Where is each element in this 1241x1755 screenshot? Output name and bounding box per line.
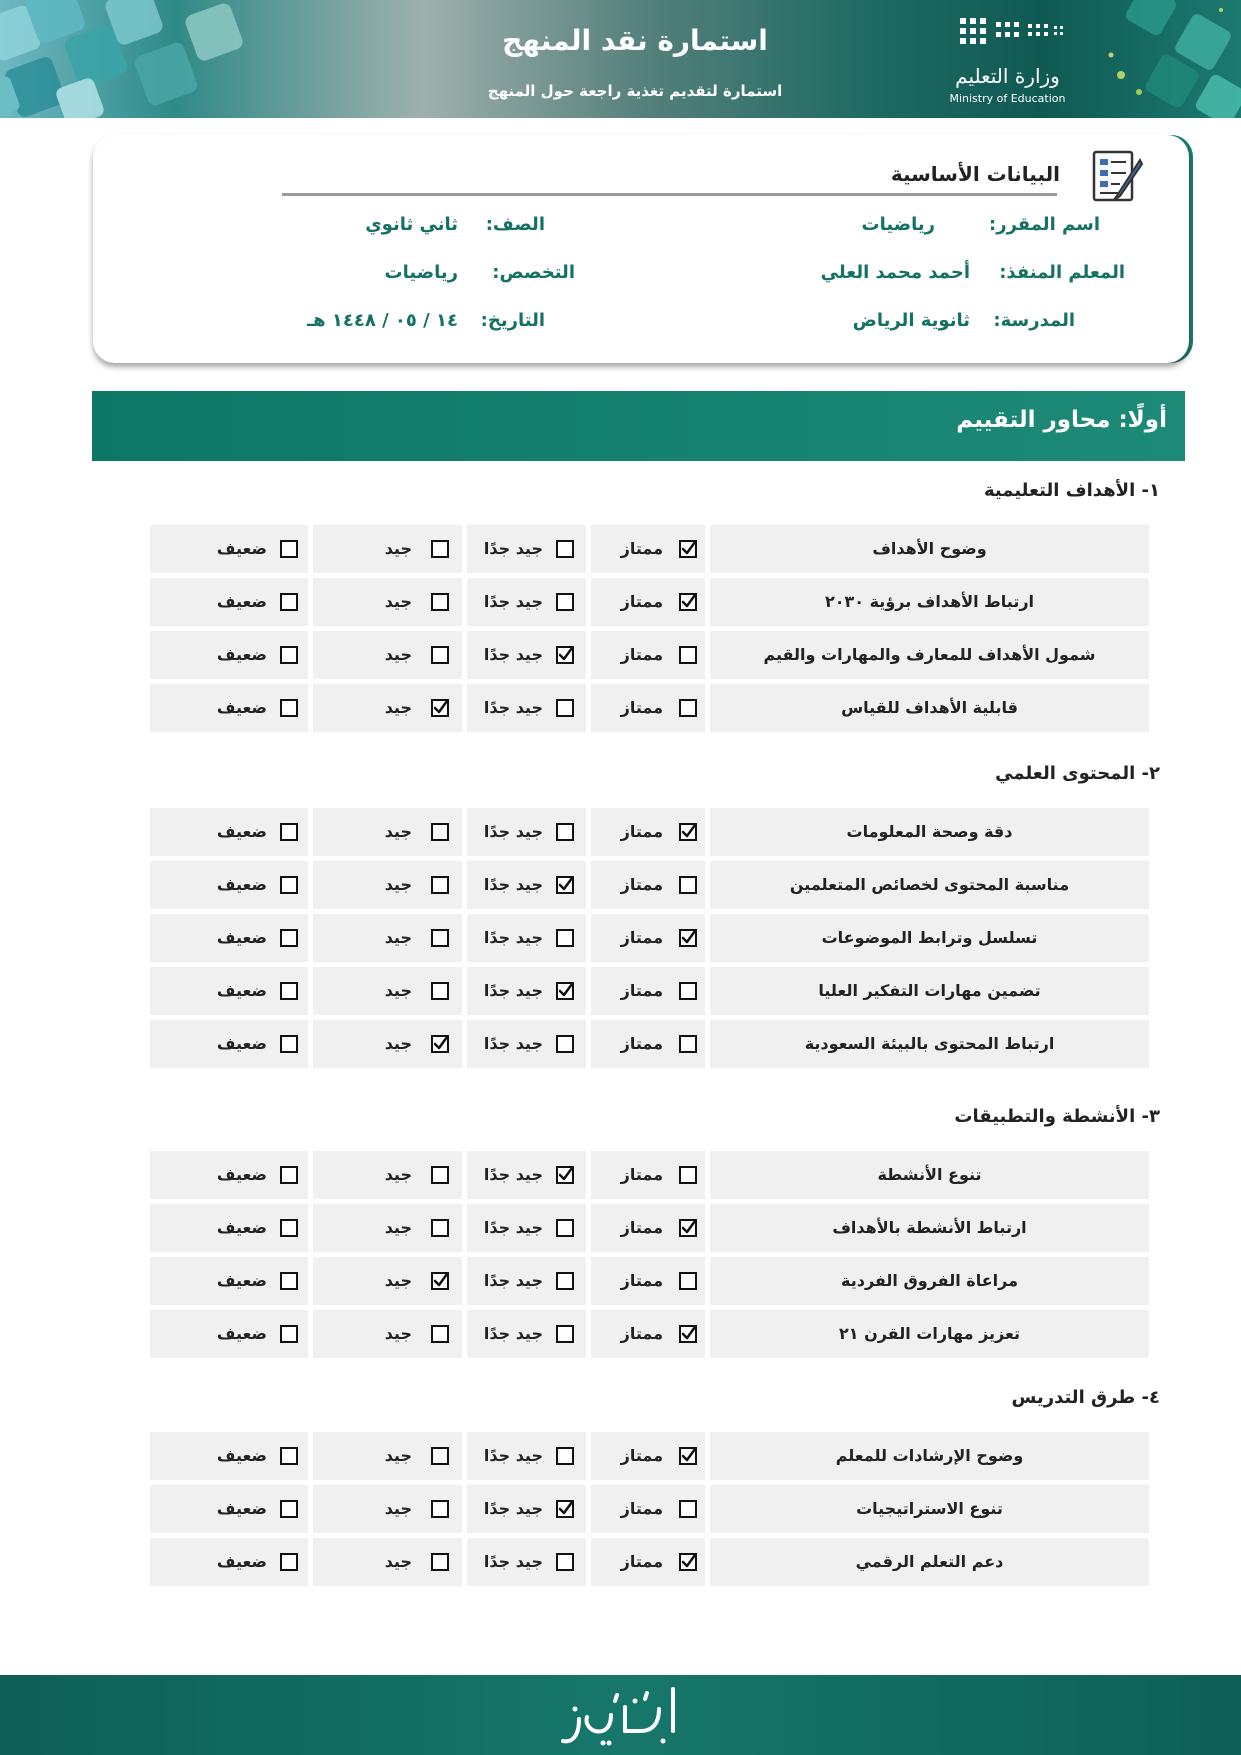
basic-info-divider (282, 193, 1057, 196)
unchecked-checkbox[interactable] (280, 593, 298, 611)
criterion-cell (710, 1310, 1149, 1358)
rating-label: ممتاز (620, 822, 663, 841)
evaluation-row (150, 525, 1149, 573)
criterion-text: تعزيز مهارات القرن ٢١ (838, 1324, 1021, 1343)
criterion-text: دعم التعلم الرقمي (855, 1552, 1004, 1571)
unchecked-checkbox[interactable] (280, 1325, 298, 1343)
rating-label: جيد جدًا (483, 1034, 543, 1053)
rating-label: جيد جدًا (483, 698, 543, 717)
checked-checkbox[interactable] (679, 1325, 697, 1343)
criterion-text: ارتباط الأهداف برؤية ٢٠٣٠ (824, 592, 1035, 611)
evaluation-row (150, 1257, 1149, 1305)
criterion-cell (710, 631, 1149, 679)
rating-label: جيد جدًا (483, 1446, 543, 1465)
criterion-cell (710, 861, 1149, 909)
unchecked-checkbox[interactable] (556, 929, 574, 947)
checked-checkbox[interactable] (556, 876, 574, 894)
criterion-cell (710, 1485, 1149, 1533)
rating-label: ضعيف (216, 1552, 267, 1571)
rating-label: جيد جدًا (483, 592, 543, 611)
group-title: ٣- الأنشطة والتطبيقات (954, 1106, 1160, 1127)
form-document-icon (1090, 148, 1146, 206)
evaluation-row (150, 914, 1149, 962)
unchecked-checkbox[interactable] (431, 1500, 449, 1518)
rating-label: ضعيف (216, 1218, 267, 1237)
rating-label: ممتاز (620, 1034, 663, 1053)
criterion-text: تضمين مهارات التفكير العليا (818, 981, 1041, 1000)
evaluation-row (150, 578, 1149, 626)
checked-checkbox[interactable] (679, 1447, 697, 1465)
unchecked-checkbox[interactable] (431, 646, 449, 664)
rating-label: ضعيف (216, 698, 267, 717)
specialty-label: التخصص: (492, 262, 575, 283)
checked-checkbox[interactable] (679, 1219, 697, 1237)
rating-label: جيد جدًا (483, 539, 543, 558)
rating-label: ممتاز (620, 1218, 663, 1237)
criterion-cell (710, 1204, 1149, 1252)
criterion-text: دقة وصحة المعلومات (846, 822, 1013, 841)
unchecked-checkbox[interactable] (556, 1035, 574, 1053)
rating-label: ممتاز (620, 698, 663, 717)
unchecked-checkbox[interactable] (280, 1272, 298, 1290)
rating-label: جيد (384, 1165, 412, 1184)
rating-label: جيد (384, 592, 412, 611)
rating-label: جيد جدًا (483, 1218, 543, 1237)
date-label: التاريخ: (480, 310, 545, 331)
criterion-text: مراعاة الفروق الفردية (841, 1271, 1018, 1290)
unchecked-checkbox[interactable] (556, 1325, 574, 1343)
rating-label: جيد (384, 1218, 412, 1237)
evaluation-section-bar (92, 391, 1185, 461)
unchecked-checkbox[interactable] (556, 593, 574, 611)
ministry-logo (940, 14, 1075, 109)
checked-checkbox[interactable] (679, 929, 697, 947)
rating-label: ضعيف (216, 1271, 267, 1290)
checked-checkbox[interactable] (679, 593, 697, 611)
grade-value: ثاني ثانوي (365, 214, 458, 235)
rating-label: ممتاز (620, 539, 663, 558)
rating-label: ضعيف (216, 1499, 267, 1518)
enjazi-logo (555, 1679, 685, 1751)
rating-label: ممتاز (620, 1271, 663, 1290)
unchecked-checkbox[interactable] (431, 823, 449, 841)
criterion-text: ارتباط المحتوى بالبيئة السعودية (804, 1034, 1055, 1053)
checked-checkbox[interactable] (431, 1272, 449, 1290)
unchecked-checkbox[interactable] (280, 929, 298, 947)
checked-checkbox[interactable] (431, 1035, 449, 1053)
group-title: ١- الأهداف التعليمية (984, 480, 1160, 501)
evaluation-row (150, 1485, 1149, 1533)
group-title: ٤- طرق التدريس (1011, 1387, 1160, 1408)
rating-label: جيد جدًا (483, 1271, 543, 1290)
criterion-cell (710, 914, 1149, 962)
rating-label: ضعيف (216, 645, 267, 664)
criterion-cell (710, 1257, 1149, 1305)
criterion-text: تنوع الأنشطة (877, 1165, 982, 1184)
unchecked-checkbox[interactable] (679, 646, 697, 664)
rating-label: جيد جدًا (483, 645, 543, 664)
school-value: ثانوية الرياض (852, 310, 970, 331)
unchecked-checkbox[interactable] (280, 876, 298, 894)
unchecked-checkbox[interactable] (679, 1272, 697, 1290)
rating-label: جيد (384, 1552, 412, 1571)
evaluation-section-title: أولًا: محاور التقييم (956, 407, 1167, 433)
form-subtitle: استمارة لتقديم تغذية راجعة حول المنهج (487, 82, 783, 100)
unchecked-checkbox[interactable] (280, 1219, 298, 1237)
unchecked-checkbox[interactable] (556, 823, 574, 841)
criterion-text: وضوح الأهداف (872, 539, 987, 558)
unchecked-checkbox[interactable] (280, 982, 298, 1000)
checked-checkbox[interactable] (431, 699, 449, 717)
unchecked-checkbox[interactable] (556, 699, 574, 717)
rating-label: جيد (384, 1034, 412, 1053)
checked-checkbox[interactable] (679, 1553, 697, 1571)
unchecked-checkbox[interactable] (431, 593, 449, 611)
evaluation-row (150, 684, 1149, 732)
school-label: المدرسة: (993, 310, 1075, 331)
checked-checkbox[interactable] (556, 1500, 574, 1518)
evaluation-row (150, 967, 1149, 1015)
rating-label: ممتاز (620, 1552, 663, 1571)
rating-label: ضعيف (216, 875, 267, 894)
course-value: رياضيات (861, 214, 935, 235)
checked-checkbox[interactable] (556, 646, 574, 664)
rating-label: جيد جدًا (483, 1552, 543, 1571)
rating-label: ضعيف (216, 1324, 267, 1343)
unchecked-checkbox[interactable] (280, 1035, 298, 1053)
unchecked-checkbox[interactable] (431, 1553, 449, 1571)
rating-label: جيد جدًا (483, 928, 543, 947)
rating-label: جيد جدًا (483, 875, 543, 894)
page-header (0, 0, 1241, 118)
rating-label: ممتاز (620, 981, 663, 1000)
rating-label: ممتاز (620, 645, 663, 664)
unchecked-checkbox[interactable] (679, 1500, 697, 1518)
unchecked-checkbox[interactable] (280, 1447, 298, 1465)
unchecked-checkbox[interactable] (431, 1166, 449, 1184)
evaluation-row (150, 1538, 1149, 1586)
unchecked-checkbox[interactable] (280, 1500, 298, 1518)
unchecked-checkbox[interactable] (679, 982, 697, 1000)
unchecked-checkbox[interactable] (431, 540, 449, 558)
basic-info-heading: البيانات الأساسية (890, 162, 1060, 186)
teacher-label: المعلم المنفذ: (999, 262, 1125, 283)
rating-label: جيد (384, 645, 412, 664)
evaluation-row (150, 631, 1149, 679)
rating-label: ممتاز (620, 1446, 663, 1465)
unchecked-checkbox[interactable] (679, 699, 697, 717)
rating-label: جيد (384, 822, 412, 841)
decorative-squares-right (1091, 0, 1241, 118)
rating-label: جيد (384, 875, 412, 894)
ministry-logo-dots-icon (950, 14, 1070, 54)
rating-label: جيد جدًا (483, 822, 543, 841)
criterion-text: مناسبة المحتوى لخصائص المتعلمين (789, 875, 1070, 894)
rating-label: ضعيف (216, 928, 267, 947)
evaluation-row (150, 1204, 1149, 1252)
grade-label: الصف: (485, 214, 545, 235)
rating-label: جيد (384, 1446, 412, 1465)
unchecked-checkbox[interactable] (431, 982, 449, 1000)
evaluation-row (150, 808, 1149, 856)
criterion-text: ارتباط الأنشطة بالأهداف (832, 1218, 1027, 1237)
rating-label: جيد جدًا (483, 1324, 543, 1343)
page-footer (0, 1675, 1241, 1755)
unchecked-checkbox[interactable] (280, 540, 298, 558)
unchecked-checkbox[interactable] (431, 1219, 449, 1237)
rating-label: جيد (384, 1499, 412, 1518)
evaluation-row (150, 1432, 1149, 1480)
rating-label: ضعيف (216, 981, 267, 1000)
rating-label: جيد (384, 981, 412, 1000)
criterion-cell (710, 684, 1149, 732)
rating-label: ممتاز (620, 1324, 663, 1343)
criterion-cell (710, 1432, 1149, 1480)
rating-label: ضعيف (216, 822, 267, 841)
rating-label: جيد (384, 698, 412, 717)
checked-checkbox[interactable] (556, 982, 574, 1000)
unchecked-checkbox[interactable] (556, 540, 574, 558)
decorative-squares-left (0, 0, 280, 118)
course-label: اسم المقرر: (989, 214, 1100, 235)
rating-label: جيد (384, 1271, 412, 1290)
evaluation-row (150, 1020, 1149, 1068)
unchecked-checkbox[interactable] (280, 646, 298, 664)
form-title: استمارة نقد المنهج (502, 24, 768, 57)
rating-label: جيد جدًا (483, 1165, 543, 1184)
criterion-text: وضوح الإرشادات للمعلم (835, 1446, 1024, 1465)
criterion-cell (710, 967, 1149, 1015)
ministry-name-arabic: وزارة التعليم (955, 64, 1060, 88)
unchecked-checkbox[interactable] (280, 823, 298, 841)
rating-label: ممتاز (620, 1499, 663, 1518)
unchecked-checkbox[interactable] (679, 876, 697, 894)
unchecked-checkbox[interactable] (679, 1035, 697, 1053)
rating-label: ممتاز (620, 928, 663, 947)
unchecked-checkbox[interactable] (556, 1272, 574, 1290)
rating-label: ضعيف (216, 1446, 267, 1465)
criterion-cell (710, 578, 1149, 626)
unchecked-checkbox[interactable] (280, 699, 298, 717)
unchecked-checkbox[interactable] (431, 1325, 449, 1343)
unchecked-checkbox[interactable] (280, 1553, 298, 1571)
unchecked-checkbox[interactable] (280, 1166, 298, 1184)
checked-checkbox[interactable] (556, 1166, 574, 1184)
unchecked-checkbox[interactable] (431, 876, 449, 894)
rating-label: ضعيف (216, 1034, 267, 1053)
unchecked-checkbox[interactable] (556, 1219, 574, 1237)
rating-label: جيد (384, 539, 412, 558)
teacher-value: أحمد محمد العلي (820, 262, 970, 283)
rating-label: جيد جدًا (483, 981, 543, 1000)
criterion-cell (710, 525, 1149, 573)
rating-label: ضعيف (216, 1165, 267, 1184)
rating-label: جيد (384, 1324, 412, 1343)
criterion-cell (710, 1151, 1149, 1199)
specialty-value: رياضيات (384, 262, 458, 283)
evaluation-row (150, 1310, 1149, 1358)
criterion-cell (710, 808, 1149, 856)
criterion-cell (710, 1538, 1149, 1586)
criterion-text: تنوع الاستراتيجيات (856, 1499, 1003, 1518)
unchecked-checkbox[interactable] (679, 1166, 697, 1184)
criterion-cell (710, 1020, 1149, 1068)
evaluation-row (150, 861, 1149, 909)
unchecked-checkbox[interactable] (556, 1447, 574, 1465)
unchecked-checkbox[interactable] (431, 1447, 449, 1465)
criterion-text: تسلسل وترابط الموضوعات (821, 928, 1038, 947)
ministry-name-english: Ministry of Education (949, 92, 1066, 105)
date-value: ١٤ / ٠٥ / ١٤٤٨ هـ (306, 310, 458, 331)
rating-label: ضعيف (216, 539, 267, 558)
rating-label: جيد (384, 928, 412, 947)
group-title: ٢- المحتوى العلمي (995, 763, 1160, 784)
rating-label: ممتاز (620, 875, 663, 894)
rating-label: ضعيف (216, 592, 267, 611)
unchecked-checkbox[interactable] (556, 1553, 574, 1571)
rating-label: ممتاز (620, 592, 663, 611)
criterion-text: قابلية الأهداف للقياس (841, 698, 1018, 717)
criterion-text: شمول الأهداف للمعارف والمهارات والقيم (763, 645, 1096, 664)
rating-label: جيد جدًا (483, 1499, 543, 1518)
evaluation-row (150, 1151, 1149, 1199)
checked-checkbox[interactable] (679, 823, 697, 841)
checked-checkbox[interactable] (679, 540, 697, 558)
rating-label: ممتاز (620, 1165, 663, 1184)
unchecked-checkbox[interactable] (431, 929, 449, 947)
